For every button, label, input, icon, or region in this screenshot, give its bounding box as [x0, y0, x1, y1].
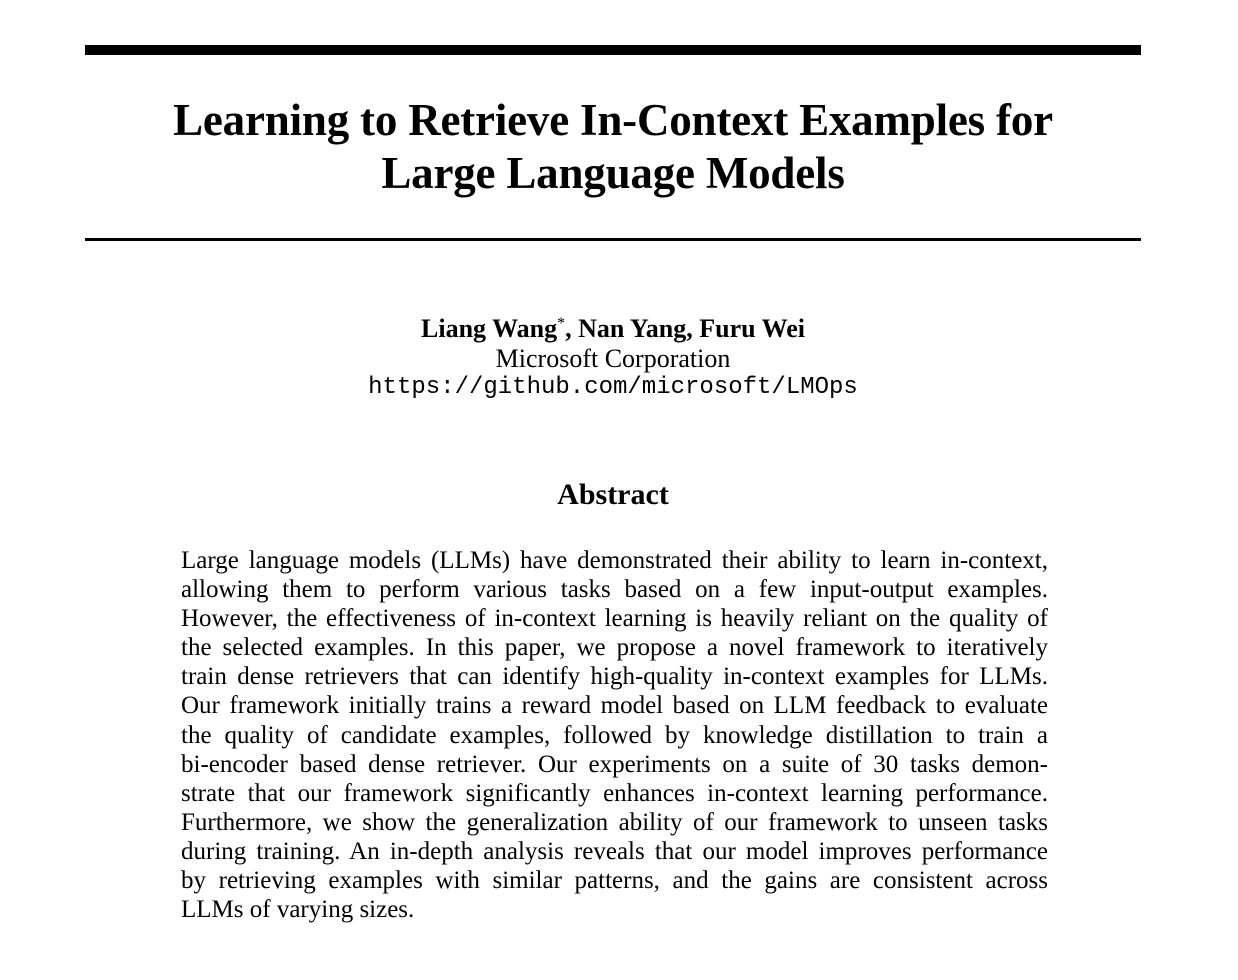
- abstract-line: bi-encoder based dense retriever. Our experiments on a suite of 30 tasks demon-: [181, 750, 1048, 778]
- repository-url[interactable]: https://github.com/microsoft/LMOps: [368, 374, 858, 401]
- abstract-line: the quality of candidate examples, followed by knowledge distillation to train a: [181, 721, 1048, 749]
- abstract-line: during training. An in-depth analysis reveals that our model improves performance: [181, 837, 1048, 865]
- abstract-line: allowing them to perform various tasks based on a few input-output examples.: [181, 576, 1048, 604]
- abstract-line: Large language models (LLMs) have demonstrated their ability to learn in-context,: [181, 547, 1048, 574]
- abstract-line: LLMs of varying sizes.: [181, 896, 415, 924]
- paper-title: [85, 94, 1141, 200]
- author-block: [85, 314, 1141, 403]
- abstract-line: Our framework initially trains a reward model based on LLM feedback to evaluate: [181, 692, 1048, 720]
- abstract-line: by retrieving examples with similar patterns, and the gains are consistent across: [181, 867, 1048, 895]
- author-rest: , Nan Yang, Furu Wei: [565, 314, 805, 343]
- author-first: Liang Wang: [421, 314, 558, 343]
- title-bottom-rule: [85, 238, 1141, 241]
- author-footnote-mark: *: [557, 315, 566, 332]
- title-line: Large Language Models: [381, 148, 845, 198]
- abstract-line: Furthermore, we show the generalization ability of our framework to unseen tasks: [181, 808, 1048, 836]
- abstract-line: strate that our framework significantly enhances in-context learning performance.: [181, 779, 1048, 807]
- title-line: Learning to Retrieve In-Context Examples for: [173, 95, 1053, 145]
- abstract-line: However, the effectiveness of in-context learning is heavily reliant on the quality of: [181, 605, 1048, 633]
- author-list: [85, 314, 1141, 344]
- abstract-line: train dense retrievers that can identify high-quality in-context examples for LLMs.: [181, 663, 1048, 691]
- title-top-rule: [85, 45, 1141, 55]
- abstract-line: the selected examples. In this paper, we propose a novel framework to iteratively: [181, 634, 1048, 662]
- affiliation: Microsoft Corporation: [495, 344, 731, 373]
- abstract-heading: Abstract: [557, 478, 669, 511]
- abstract-body: [181, 546, 1048, 924]
